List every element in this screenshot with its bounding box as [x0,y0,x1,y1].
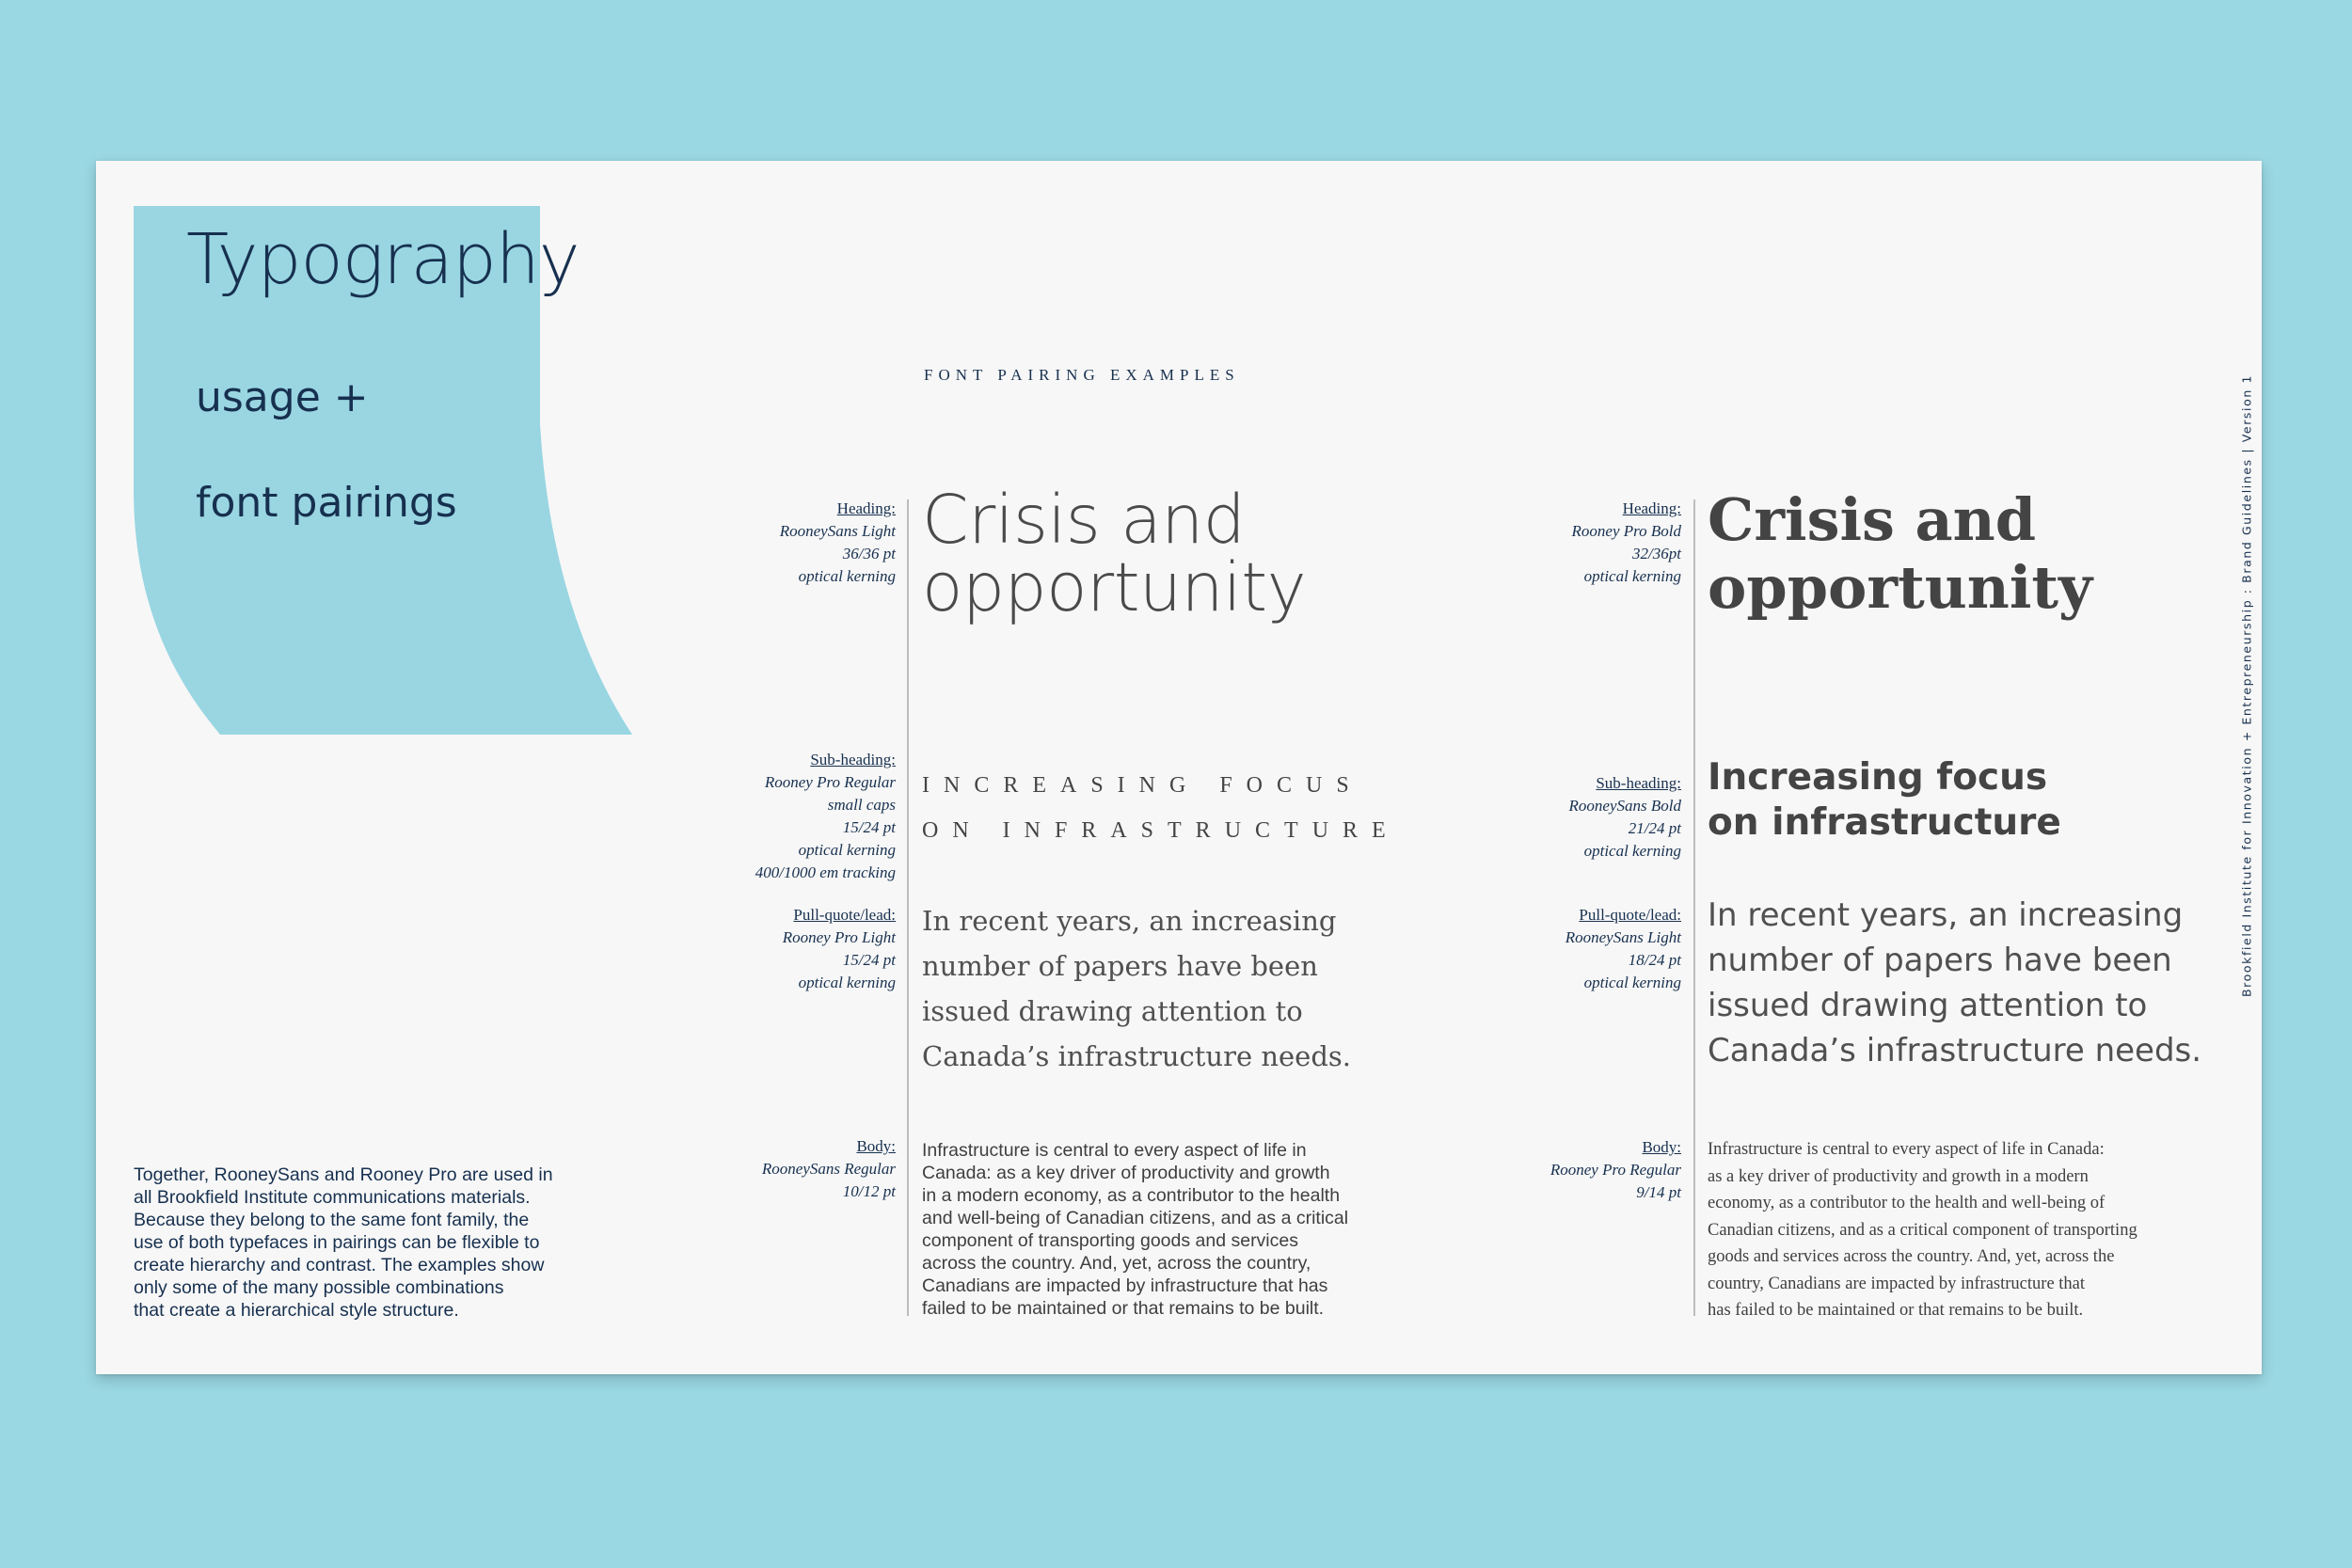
right-divider [1693,499,1695,1316]
spec-label: Body: [1642,1138,1681,1156]
spec-line: 10/12 pt [842,1182,896,1200]
right-pullquote-sample [1708,893,2201,1073]
right-pullquote-spec [1427,904,1681,994]
right-subheading-sample [1708,755,2061,846]
body-line: Infrastructure is central to every aspect of life in Canada: [1708,1140,2105,1159]
spec-line: optical kerning [798,974,896,991]
left-body-sample [922,1139,1348,1320]
body-line: Canadians are impacted by infrastructure that has [922,1275,1328,1296]
body-line: as a key driver of productivity and growth in a modern [1708,1166,2089,1186]
spec-line: 9/14 pt [1636,1183,1681,1201]
left-heading-sample [922,481,1307,626]
body-line: Canadian citizens, and as a critical component of transporting [1708,1220,2137,1240]
spec-line: RooneySans Light [1565,928,1681,946]
spec-line: optical kerning [1583,842,1681,860]
spec-line: small caps [827,796,896,814]
intro-line: Because they belong to the same font family, the [134,1210,530,1230]
vertical-footer-label [2237,300,2256,1071]
spec-line: optical kerning [1583,567,1681,585]
spec-line: Rooney Pro Light [782,928,896,946]
spec-line: optical kerning [798,841,896,859]
right-body-spec [1427,1136,1681,1204]
spec-line: Rooney Pro Regular [1549,1161,1681,1179]
subheading-line: ON INFRASTRUCTURE [922,818,1400,843]
spec-label: Body: [856,1137,896,1155]
subheading-line: INCREASING FOCUS [922,773,1363,798]
right-heading-spec [1427,498,1681,588]
page-subtitle [196,319,457,582]
right-subheading-spec [1427,772,1681,863]
left-subheading-spec [642,749,896,884]
spec-line: 400/1000 em tracking [755,863,896,881]
spec-line: 21/24 pt [1628,819,1681,837]
spec-line: optical kerning [798,567,896,585]
heading-line: Crisis and [922,481,1246,559]
spec-label: Pull-quote/lead: [793,906,896,924]
left-pullquote-spec [642,904,896,994]
body-line: Infrastructure is central to every aspect of life in [922,1140,1307,1161]
body-line: in a modern economy, as a contributor to the health [922,1185,1341,1206]
pullquote-line: issued drawing attention to [922,995,1303,1027]
left-pullquote-sample [922,898,1351,1079]
spec-label: Pull-quote/lead: [1579,906,1681,924]
pullquote-line: Canada’s infrastructure needs. [1708,1032,2202,1069]
spec-line: 36/36 pt [842,545,896,562]
body-line: goods and services across the country. And, yet, across the [1708,1247,2115,1266]
heading-line: opportunity [922,548,1307,626]
left-divider [907,499,909,1316]
pullquote-line: In recent years, an increasing [1708,896,2184,934]
right-heading-sample [1708,486,2092,622]
intro-line: all Brookfield Institute communications materials. [134,1187,531,1208]
body-line: failed to be maintained or that remains to be built. [922,1298,1325,1319]
left-heading-spec [642,498,896,588]
title-block [134,206,632,735]
body-line: component of transporting goods and services [922,1230,1298,1251]
guideline-page [96,161,2262,1374]
spec-line: 32/36pt [1632,545,1681,562]
heading-line: Crisis and [1708,485,2037,554]
subtitle-line: font pairings [196,479,457,527]
intro-line: Together, RooneySans and Rooney Pro are used in [134,1164,553,1185]
intro-line: use of both typefaces in pairings can be flexible to [134,1232,540,1253]
spec-line: RooneySans Bold [1568,797,1681,815]
body-line: Canada: as a key driver of productivity and growth [922,1163,1330,1183]
body-line: country, Canadians are impacted by infrastructure that [1708,1274,2086,1293]
pullquote-line: issued drawing attention to [1708,987,2148,1024]
section-label: FONT PAIRING EXAMPLES [924,366,1240,384]
spec-line: Rooney Pro Bold [1571,522,1681,540]
pullquote-line: In recent years, an increasing [922,905,1337,937]
subheading-line: Increasing focus [1708,756,2048,799]
left-subheading-sample [922,763,1400,853]
sidebar-text: Brookfield Institute for Innovation + Entrepreneurship : Brand Guidelines | Version 1 [2239,373,2254,998]
pullquote-line: Canada’s infrastructure needs. [922,1040,1352,1072]
pullquote-line: number of papers have been [1708,942,2172,979]
spec-line: 15/24 pt [842,951,896,969]
body-line: across the country. And, yet, across the country, [922,1253,1311,1274]
subheading-line: on infrastructure [1708,801,2061,844]
body-line: has failed to be maintained or that remains to be built. [1708,1301,2084,1320]
intro-line: only some of the many possible combinations [134,1277,504,1298]
left-body-spec [642,1135,896,1203]
intro-paragraph [134,1164,576,1322]
spec-line: RooneySans Regular [761,1160,896,1178]
spec-label: Sub-heading: [1596,774,1681,792]
body-line: and well-being of Canadian citizens, and as a critical [922,1208,1349,1228]
spec-line: optical kerning [1583,974,1681,991]
intro-line: that create a hierarchical style structure. [134,1300,459,1321]
right-body-sample [1708,1136,2137,1324]
subtitle-line: usage + [196,373,369,421]
spec-label: Sub-heading: [810,751,896,768]
spec-label: Heading: [1622,499,1681,517]
page-title: Typography [186,219,580,300]
spec-label: Heading: [836,499,896,517]
pullquote-line: number of papers have been [922,950,1318,982]
spec-line: 15/24 pt [842,818,896,836]
spec-line: RooneySans Light [779,522,896,540]
intro-line: create hierarchy and contrast. The examples show [134,1255,545,1275]
heading-line: opportunity [1708,553,2093,622]
spec-line: Rooney Pro Regular [764,773,896,791]
spec-line: 18/24 pt [1628,951,1681,969]
body-line: economy, as a contributor to the health and well-being of [1708,1194,2106,1212]
